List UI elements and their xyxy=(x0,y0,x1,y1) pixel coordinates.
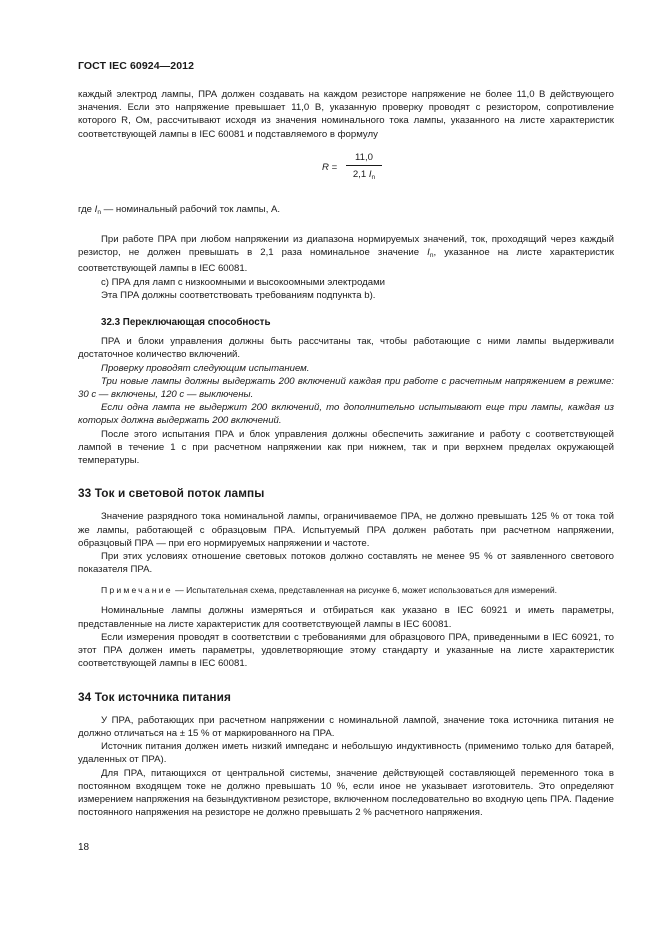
section-33-p4: Если измерения проводят в соответствии с требованиями для образцового ПРА, приведенными в IEC 60921, то этот ПРА должен иметь параметры, удовлетворяющие этому стандарту и указанные на листе характеристик соответствующей лампы в IEC 60081. xyxy=(78,631,614,670)
where-var: I xyxy=(94,203,98,215)
intro-paragraph: каждый электрод лампы, ПРА должен создавать на каждом резисторе напряжение не более 11,0 В действующего значения. Если это напряжение превышает 11,0 В, указанную проверку проводят с резистором, сопротивление которого R, Ом, рассчитывают исходя из значения номинального тока лампы, указанного на листе характеристик соответствующей лампы в IEC 60081 и подставляемого в формулу xyxy=(78,89,614,140)
page-content xyxy=(78,88,614,819)
section-33-p3: Номинальные лампы должны измеряться и отбираться как указано в IEC 60921 и иметь параметры, представленные на листе характеристик для соответствующей лампы в IEC 60081. xyxy=(78,605,614,630)
where-text: — номинальный рабочий ток лампы, А. xyxy=(100,203,281,215)
section-33-p2: При этих условиях отношение световых потоков должно составлять не менее 95 % от заявленного светового показателя ПРА. xyxy=(78,551,614,576)
section-34-p1: У ПРА, работающих при расчетном напряжении с номинальной лампой, значение тока источника питания не должно отличаться на ± 15 % от маркированного на ПРА. xyxy=(78,714,614,739)
formula-equals: = xyxy=(328,161,338,173)
note-label: Примечание xyxy=(101,585,173,596)
note-text: — Испытательная схема, представленная на рисунке 6, может использоваться для измерений. xyxy=(172,585,558,596)
item-c-line1: c) ПРА для ламп с низкоомными и высокоомными электродами xyxy=(101,276,386,288)
section-33-p1: Значение разрядного тока номинальной лампы, ограничиваемое ПРА, не должно превышать 125 % от тока той же лампы, работающей с образцовым ПРА. Испытуемый ПРА должен работать при расчетном напряжении, образцовый ПРА — при его нормируемых напряжении и частоте. xyxy=(78,511,614,549)
page-number: 18 xyxy=(78,842,90,853)
formula-den-sub: n xyxy=(371,174,376,182)
formula-den-var: I xyxy=(368,169,372,181)
section-34-p2: Источник питания должен иметь низкий импеданс и небольшую индуктивность (применимо только для батарей, удаленных от ПРА). xyxy=(78,741,614,766)
section-32-3-title: 32.3 Переключающая способность xyxy=(101,317,271,329)
range-part2: , указанное на листе характеристик соответствующей лампы в IEC 60081. xyxy=(78,247,614,275)
where-clause xyxy=(78,203,614,219)
section-33-note xyxy=(78,584,614,596)
formula-var-r: R xyxy=(322,161,329,173)
formula-lhs xyxy=(322,161,337,174)
section-32-3-p1: ПРА и блоки управления должны быть рассчитаны так, чтобы работающие с ними лампы выдерживали достаточное количество включений. xyxy=(78,336,614,361)
formula-fraction xyxy=(346,151,382,184)
item-c-line2: Эта ПРА должны соответствовать требованиям подпункта b). xyxy=(101,289,376,301)
section-32-3-p2: Проверку проводят следующим испытанием. xyxy=(101,362,310,374)
formula-den-coef: 2,1 xyxy=(352,169,369,181)
section-34-title: 34 Ток источника питания xyxy=(78,689,231,704)
section-32-3-p5: После этого испытания ПРА и блок управления должны обеспечить зажигание и работу с соответствующей лампой в течение 1 с при расчетном напряжении как при нижнем, так и при верхнем пределах окружающей температуры. xyxy=(78,428,614,467)
range-sub: n xyxy=(429,252,434,260)
range-paragraph xyxy=(78,233,614,276)
formula-numerator: 11,0 xyxy=(346,151,382,166)
range-part1: При работе ПРА при любом напряжении из диапазона нормируемых значений, ток, проходящий через каждый резистор, не должен превышать в 2,1 раза номинальное значение xyxy=(78,234,614,259)
section-34-p3: Для ПРА, питающихся от центральной системы, значение действующей составляющей переменного тока в постоянном входящем токе не должно превышать 10 %, если иное не указывает изготовитель. Это определяют измерением напряжения на безындуктивном резисторе, включенном последовательно во входную цепь ПРА. Падение постоянного напряжения на резисторе не должно превышать 2 % расчетного напряжения. xyxy=(78,767,614,819)
section-33-title: 33 Ток и световой поток лампы xyxy=(78,486,265,501)
range-var: I xyxy=(427,247,430,259)
section-32-3-p3: Три новые лампы должны выдержать 200 включений каждая при работе с расчетным напряжением в режиме: 30 с — включены, 120 с — выключены. xyxy=(78,375,614,401)
section-32-3-p4: Если одна лампа не выдержит 200 включений, то дополнительно испытывают еще три лампы, каждая из которых должна выдержать 200 включений. xyxy=(78,402,614,427)
where-prefix: где xyxy=(78,203,95,215)
resistance-formula xyxy=(78,151,614,185)
document-id: ГОСТ IEC 60924—2012 xyxy=(78,60,195,72)
where-sub: n xyxy=(97,208,101,216)
formula-denominator xyxy=(346,166,382,184)
